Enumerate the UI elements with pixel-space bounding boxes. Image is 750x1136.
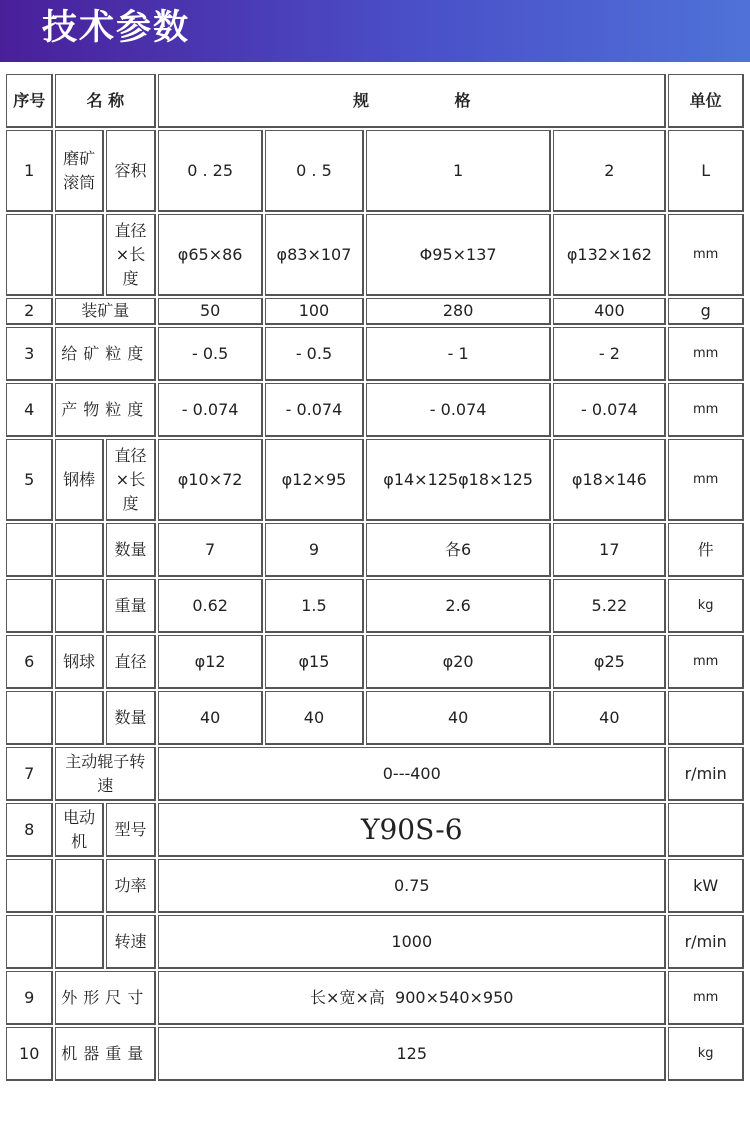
row-item: 数量 [106,691,156,745]
row-unit: r/min [668,747,744,801]
table-row [6,971,744,1025]
spec-value: φ83×107 [265,214,364,296]
row-unit: mm [668,635,744,689]
row-unit: mm [668,214,744,296]
spec-value: φ25 [553,635,666,689]
row-category [55,214,103,296]
row-category [55,691,103,745]
spec-value: Φ95×137 [366,214,552,296]
spec-value: φ12 [158,635,263,689]
spec-value: φ10×72 [158,439,263,521]
page-title: 技术参数 [42,8,191,48]
row-unit: g [668,298,744,325]
table-row [6,803,744,857]
row-category: 钢棒 [55,439,103,521]
spec-value: 50 [158,298,263,325]
spec-value: 100 [265,298,364,325]
spec-value: 1 [366,130,552,212]
table-row [6,579,744,633]
table-row [6,691,744,745]
row-unit: L [668,130,744,212]
row-name: 外形尺寸 [55,971,156,1025]
spec-value: φ14×125φ18×125 [366,439,552,521]
spec-value: 2.6 [366,579,552,633]
row-unit: kg [668,579,744,633]
spec-value: 9 [265,523,364,577]
spec-value: - 1 [366,327,552,381]
row-name: 主动辊子转速 [55,747,156,801]
table-row [6,1027,744,1081]
spec-value: φ20 [366,635,552,689]
spec-value: - 2 [553,327,666,381]
row-no: 8 [6,803,53,857]
header-no: 序号 [6,74,53,128]
row-name: 装矿量 [55,298,156,325]
row-no: 5 [6,439,53,521]
table-row [6,439,744,521]
spec-value: 1.5 [265,579,364,633]
spec-value: φ15 [265,635,364,689]
spec-value: 0---400 [158,747,666,801]
spec-value: 40 [553,691,666,745]
spec-value: 1000 [158,915,666,969]
row-item: 功率 [106,859,156,913]
row-unit: 件 [668,523,744,577]
spec-value: φ12×95 [265,439,364,521]
row-no: 1 [6,130,53,212]
spec-value: 0.75 [158,859,666,913]
row-category: 电动机 [55,803,103,857]
table-row [6,327,744,381]
row-unit: kg [668,1027,744,1081]
row-name: 机器重量 [55,1027,156,1081]
header-name: 名 称 [55,74,156,128]
spec-value: 长×宽×高 900×540×950 [158,971,666,1025]
spec-value: 7 [158,523,263,577]
row-unit: mm [668,971,744,1025]
spec-value: 各6 [366,523,552,577]
row-unit [668,691,744,745]
header-spec: 规 格 [158,74,666,128]
spec-value: 0 . 5 [265,130,364,212]
spec-value: 0.62 [158,579,263,633]
spec-value: φ132×162 [553,214,666,296]
row-category [55,915,103,969]
spec-value: φ65×86 [158,214,263,296]
table-row [6,383,744,437]
spec-value: - 0.074 [553,383,666,437]
row-category: 磨矿滚筒 [55,130,103,212]
row-item: 直径 [106,635,156,689]
row-unit: mm [668,383,744,437]
row-no: 7 [6,747,53,801]
spec-value: 2 [553,130,666,212]
row-item: 数量 [106,523,156,577]
spec-value: 280 [366,298,552,325]
row-no [6,579,53,633]
motor-model-value: Y90S-6 [158,803,666,857]
table-row [6,635,744,689]
table-row [6,214,744,296]
spec-value: - 0.074 [158,383,263,437]
spec-value: φ18×146 [553,439,666,521]
spec-table [4,72,746,1083]
row-unit [668,803,744,857]
table-row [6,859,744,913]
spec-value: - 0.5 [265,327,364,381]
row-category: 钢球 [55,635,103,689]
row-category [55,859,103,913]
table-row [6,915,744,969]
row-item: 直径×长度 [106,439,156,521]
row-no [6,915,53,969]
row-no: 9 [6,971,53,1025]
row-unit: mm [668,327,744,381]
spec-value: 40 [265,691,364,745]
spec-value: 40 [158,691,263,745]
table-row [6,523,744,577]
spec-value: 125 [158,1027,666,1081]
row-item: 型号 [106,803,156,857]
row-category [55,579,103,633]
row-no: 4 [6,383,53,437]
row-item: 转速 [106,915,156,969]
row-item: 重量 [106,579,156,633]
row-no [6,859,53,913]
table-row [6,298,744,325]
spec-value: - 0.5 [158,327,263,381]
row-name: 产物粒度 [55,383,156,437]
row-unit: mm [668,439,744,521]
row-item: 直径×长度 [106,214,156,296]
spec-value: 17 [553,523,666,577]
row-no: 10 [6,1027,53,1081]
spec-value: 0 . 25 [158,130,263,212]
row-no [6,523,53,577]
row-item: 容积 [106,130,156,212]
table-row [6,130,744,212]
spec-value: 5.22 [553,579,666,633]
row-no: 6 [6,635,53,689]
table-header-row [6,74,744,128]
spec-value: 40 [366,691,552,745]
row-no: 3 [6,327,53,381]
spec-value: 400 [553,298,666,325]
spec-value: - 0.074 [366,383,552,437]
row-no: 2 [6,298,53,325]
row-category [55,523,103,577]
row-name: 给矿粒度 [55,327,156,381]
row-no [6,214,53,296]
table-row [6,747,744,801]
header-unit: 单位 [668,74,744,128]
spec-value: - 0.074 [265,383,364,437]
row-no [6,691,53,745]
title-banner [0,0,750,62]
row-unit: kW [668,859,744,913]
row-unit: r/min [668,915,744,969]
